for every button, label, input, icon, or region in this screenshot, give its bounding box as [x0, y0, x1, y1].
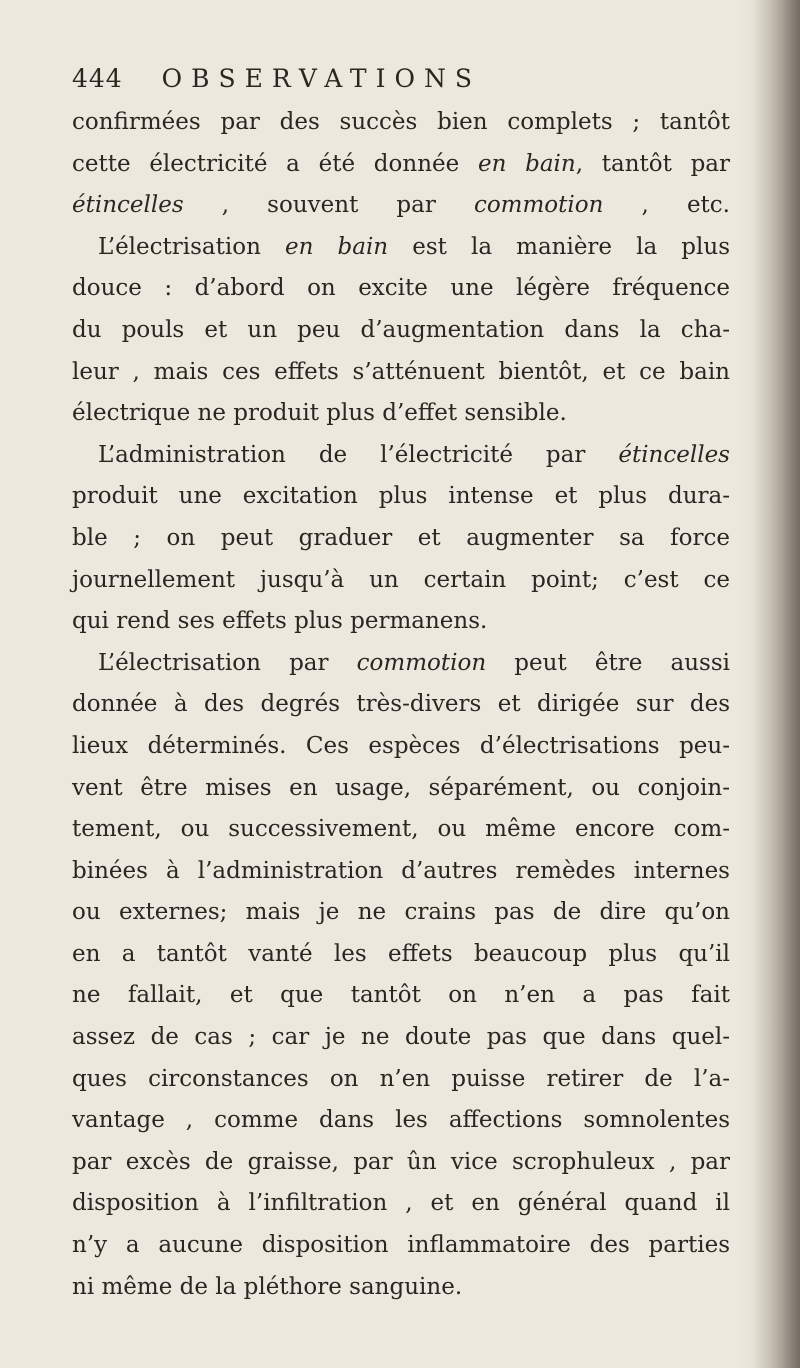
text-line: [72, 1017, 730, 1059]
text-run: peut être aussi: [486, 649, 730, 676]
text-run: ni même de la pléthore sanguine.: [72, 1273, 463, 1300]
text-run: cette électricité a été donnée: [72, 150, 478, 177]
text-line: [72, 185, 730, 227]
text-line: [72, 102, 730, 144]
text-line: [72, 684, 730, 726]
text-line: [72, 768, 730, 810]
text-run: par excès de graisse, par ûn vice scrophuleux , par: [72, 1148, 730, 1175]
italic-term: étincelles: [72, 192, 184, 219]
text-run: donnée à des degrés très-divers et dirigée sur des: [72, 691, 730, 718]
text-line: [72, 1059, 730, 1101]
text-line: [72, 975, 730, 1017]
text-line: [72, 1267, 730, 1309]
text-run: disposition à l’infiltration , et en général quand il: [72, 1190, 730, 1217]
text-line: [72, 1100, 730, 1142]
italic-term: commotion: [356, 649, 487, 676]
text-line: [72, 476, 730, 518]
text-run: L’électrisation par: [98, 649, 357, 676]
text-run: binées à l’administration d’autres remèdes internes: [72, 857, 730, 884]
text-line: [72, 268, 730, 310]
text-run: n’y a aucune disposition inflammatoire des parties: [72, 1232, 730, 1259]
text-run: qui rend ses effets plus permanens.: [72, 608, 488, 635]
text-line: [72, 1142, 730, 1184]
text-run: tement, ou successivement, ou même encore com-: [72, 816, 730, 843]
italic-term: commotion: [473, 192, 604, 219]
text-line: [72, 643, 730, 685]
text-run: ques circonstances on n’en puisse retirer de l’a-: [72, 1065, 730, 1092]
text-run: lieux déterminés. Ces espèces d’électrisations peu-: [72, 732, 730, 759]
italic-term: étincelles: [618, 441, 730, 468]
text-line: [72, 227, 730, 269]
text-line: [72, 435, 730, 477]
text-line: [72, 726, 730, 768]
text-line: [72, 518, 730, 560]
text-run: vantage , comme dans les affections somnolentes: [72, 1107, 730, 1134]
text-run: douce : d’abord on excite une légère fréquence: [72, 275, 730, 302]
page-header: [72, 64, 481, 104]
text-run: électrique ne produit plus d’effet sensible.: [72, 400, 567, 427]
text-run: , etc.: [603, 192, 730, 219]
text-run: leur , mais ces effets s’atténuent bientôt, et ce bain: [72, 358, 730, 385]
italic-term: en bain: [477, 150, 576, 177]
text-run: L’administration de l’électricité par: [98, 441, 619, 468]
text-line: [72, 1225, 730, 1267]
text-run: confirmées par des succès bien complets ; tantôt: [72, 109, 730, 135]
running-title: OBSERVATIONS: [161, 64, 481, 93]
text-line: [72, 934, 730, 976]
text-line: [72, 851, 730, 893]
text-line: [72, 393, 730, 435]
text-line: [72, 560, 730, 602]
text-run: en a tantôt vanté les effets beaucoup plus qu’il: [72, 940, 730, 967]
text-run: ble ; on peut graduer et augmenter sa force: [72, 524, 730, 551]
text-run: assez de cas ; car je ne doute pas que dans quel-: [72, 1024, 730, 1051]
text-line: [72, 352, 730, 394]
text-line: [72, 809, 730, 851]
text-line: [72, 1183, 730, 1225]
text-run: produit une excitation plus intense et plus dura-: [72, 483, 730, 510]
text-line: [72, 892, 730, 934]
text-run: L’électrisation: [98, 233, 285, 260]
text-run: du pouls et un peu d’augmentation dans la cha-: [72, 316, 730, 343]
page-number: 444: [72, 64, 123, 93]
text-run: vent être mises en usage, séparément, ou conjoin-: [72, 774, 730, 801]
text-run: est la manière la plus: [388, 233, 730, 260]
text-run: , tantôt par: [575, 150, 731, 177]
text-run: journellement jusqu’à un certain point; c’est ce: [72, 566, 730, 593]
text-line: [72, 144, 730, 186]
body-text: [72, 102, 730, 1308]
text-run: ou externes; mais je ne crains pas de dire qu’on: [72, 899, 730, 926]
page-gutter-shadow: [754, 0, 800, 1368]
text-run: , souvent par: [183, 192, 474, 219]
text-line: [72, 601, 730, 643]
text-run: ne fallait, et que tantôt on n’en a pas fait: [72, 982, 730, 1009]
italic-term: en bain: [285, 233, 389, 260]
text-line: [72, 310, 730, 352]
